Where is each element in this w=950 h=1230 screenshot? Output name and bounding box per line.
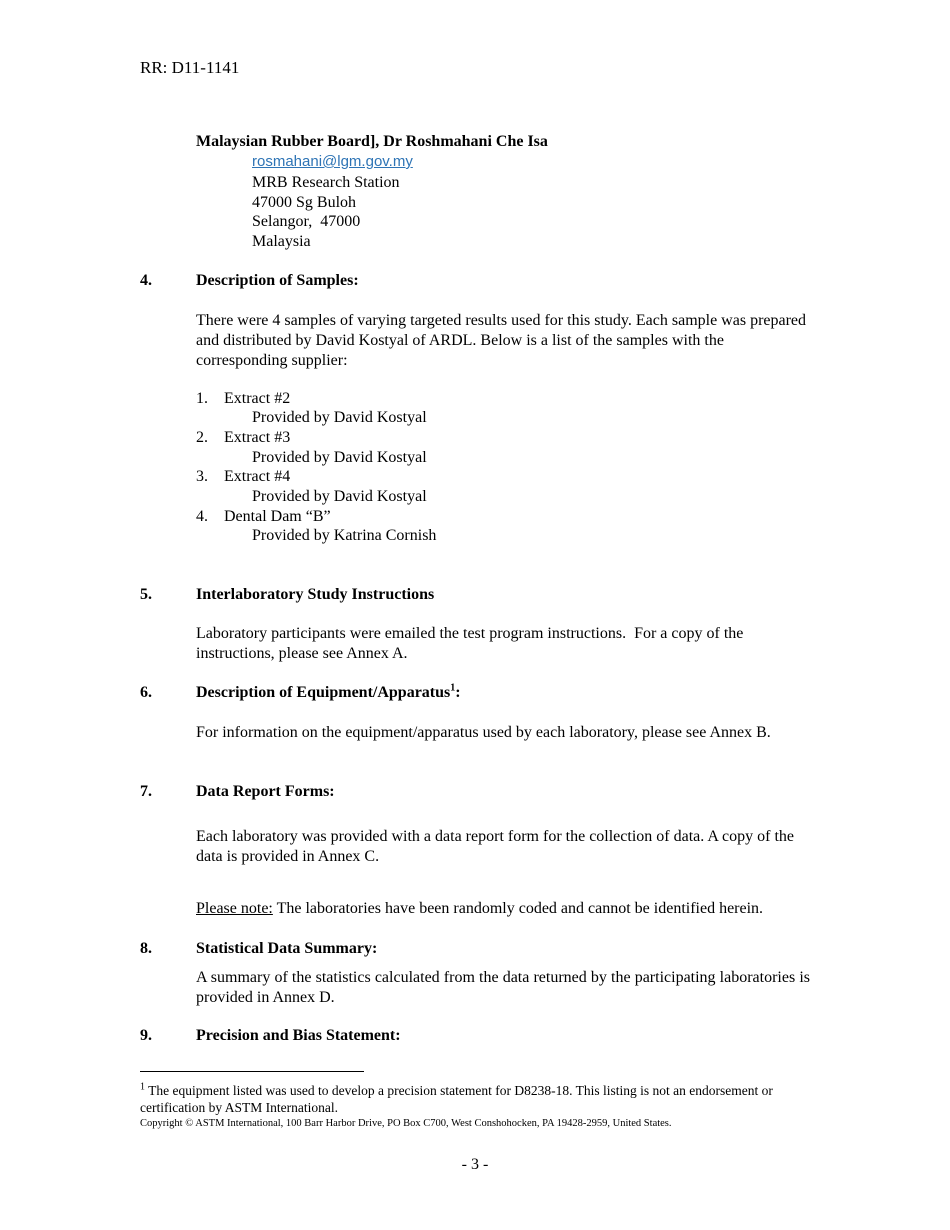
list-item-name: Extract #4	[224, 468, 291, 485]
footnote	[140, 1082, 800, 1116]
list-item-number: 2.	[196, 429, 208, 446]
address-line: Malaysia	[252, 233, 311, 250]
footnote-marker: 1	[140, 1081, 145, 1093]
list-item-name: Dental Dam “B”	[224, 508, 331, 525]
section-number: 7.	[140, 783, 152, 800]
section-heading: Description of Samples:	[196, 272, 359, 289]
footnote-text: The equipment listed was used to develop a precision statement for D8238-18. This listing is not an endorsement or certification by ASTM International.	[140, 1083, 773, 1115]
copyright-notice: Copyright © ASTM International, 100 Barr Harbor Drive, PO Box C700, West Conshohocken, PA 19428-2959, United States.	[140, 1118, 672, 1129]
section-number: 5.	[140, 586, 152, 603]
footnote-divider	[140, 1071, 364, 1072]
note-text: The laboratories have been randomly coded and cannot be identified herein.	[272, 900, 764, 917]
section-number: 4.	[140, 272, 152, 289]
section-heading	[196, 683, 461, 703]
section-number: 6.	[140, 684, 152, 701]
footnote-reference: 1	[450, 682, 456, 694]
section-heading: Interlaboratory Study Instructions	[196, 586, 435, 603]
section-heading-suffix: :	[455, 684, 461, 701]
section-heading: Precision and Bias Statement:	[196, 1027, 401, 1044]
report-id: RR: D11-1141	[140, 58, 240, 77]
address-line: MRB Research Station	[252, 174, 400, 191]
section-heading-text: Description of Equipment/Apparatus	[196, 684, 451, 701]
address-line: Selangor, 47000	[252, 213, 361, 230]
contact-name: Malaysian Rubber Board], Dr Roshmahani Che Isa	[196, 133, 548, 150]
note-paragraph	[196, 899, 810, 919]
page-number: - 3 -	[461, 1156, 489, 1173]
section-heading: Statistical Data Summary:	[196, 940, 378, 957]
list-item-number: 4.	[196, 508, 208, 525]
contact-email-link[interactable]: rosmahani@lgm.gov.my	[252, 153, 413, 170]
section-heading: Data Report Forms:	[196, 783, 335, 800]
note-label: Please note:	[196, 900, 273, 917]
section-body: For information on the equipment/apparatus used by each laboratory, please see Annex B.	[196, 724, 771, 741]
list-item-provider: Provided by Katrina Cornish	[252, 527, 437, 544]
section-number: 8.	[140, 940, 152, 957]
list-item-provider: Provided by David Kostyal	[252, 409, 427, 426]
section-body: There were 4 samples of varying targeted results used for this study. Each sample was prepared and distributed by David Kostyal of ARDL. Below is a list of the samples with the corresponding supplier:	[196, 312, 807, 369]
list-item-name: Extract #3	[224, 429, 291, 446]
section-body: A summary of the statistics calculated from the data returned by the participating laboratories is provided in Annex D.	[196, 969, 810, 1006]
list-item-name: Extract #2	[224, 390, 291, 407]
list-item-provider: Provided by David Kostyal	[252, 449, 427, 466]
list-item-number: 1.	[196, 390, 208, 407]
list-item-number: 3.	[196, 468, 208, 485]
section-body: Laboratory participants were emailed the test program instructions. For a copy of the instructions, please see Annex A.	[196, 625, 748, 662]
address-line: 47000 Sg Buloh	[252, 194, 357, 211]
section-body: Each laboratory was provided with a data report form for the collection of data. A copy of the data is provided in Annex C.	[196, 828, 795, 865]
list-item-provider: Provided by David Kostyal	[252, 488, 427, 505]
section-number: 9.	[140, 1027, 152, 1044]
